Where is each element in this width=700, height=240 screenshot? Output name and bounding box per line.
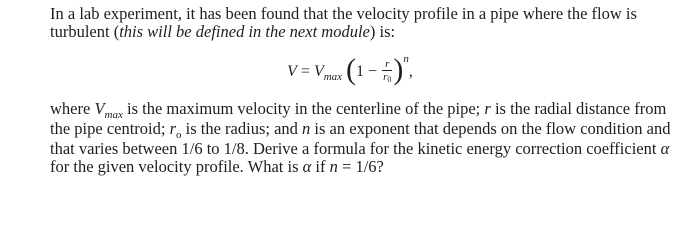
- body-text: for the given velocity profile. What is: [50, 157, 303, 176]
- equation-trailing-comma: ,: [408, 63, 413, 80]
- equation-vmax: V: [313, 63, 324, 80]
- equation-exponent: n: [403, 53, 409, 65]
- equation-r0-base: r: [383, 71, 388, 84]
- vmax-symbol: V: [94, 99, 105, 118]
- body-text: that varies between 1/6 to 1/8. Derive a formula for the kinetic energy correction coefficient: [50, 139, 661, 158]
- body-line-1: [50, 100, 680, 120]
- body-line-4: [50, 158, 680, 176]
- body-line-3: [50, 140, 680, 158]
- r-symbol: r: [484, 99, 491, 118]
- problem-statement: [50, 5, 680, 176]
- velocity-profile-equation: [50, 50, 680, 97]
- n-symbol: n: [302, 119, 311, 138]
- body-line-2: [50, 120, 680, 140]
- alpha-symbol: α: [302, 157, 312, 176]
- body-text: is the radial distance from: [490, 99, 667, 118]
- equation-one: 1: [356, 63, 365, 80]
- intro-line-2: [50, 23, 680, 41]
- body-text: is the maximum velocity in the centerline of the pipe;: [122, 99, 485, 118]
- equation-open-paren: (: [346, 53, 357, 86]
- intro-line-2-italic: this will be defined in the next module: [119, 22, 370, 41]
- r0-subscript: o: [176, 129, 182, 141]
- n-symbol: n: [329, 157, 338, 176]
- equation-equals: =: [300, 63, 310, 80]
- equation-vmax-subscript: max: [323, 71, 343, 83]
- equation-minus: −: [368, 63, 378, 80]
- equation-r0-subscript: 0: [387, 75, 392, 85]
- intro-line-2-suffix: ) is:: [369, 22, 396, 41]
- equation-body: [50, 52, 650, 85]
- body-text: is the radius; and: [181, 119, 303, 138]
- equation-fraction-denominator: [382, 71, 392, 84]
- intro-line-2-prefix: turbulent (: [50, 22, 120, 41]
- equation-lhs: V: [287, 63, 297, 80]
- body-text: the pipe centroid;: [50, 119, 170, 138]
- body-text: is an exponent that depends on the flow condition and: [310, 119, 671, 138]
- body-paragraph: [50, 100, 680, 176]
- alpha-symbol: α: [660, 139, 670, 158]
- equation-fraction-numerator: r: [382, 58, 392, 71]
- body-text: where: [50, 99, 95, 118]
- body-text: if: [311, 157, 330, 176]
- equation-fraction: [382, 58, 392, 84]
- intro-paragraph: [50, 5, 680, 41]
- vmax-subscript: max: [104, 109, 123, 121]
- equation-close-paren: ): [393, 53, 404, 86]
- body-text: = 1/6?: [337, 157, 384, 176]
- r0-symbol: r: [169, 119, 177, 138]
- intro-line-1: In a lab experiment, it has been found that the velocity profile in a pipe where the flow is: [50, 4, 637, 23]
